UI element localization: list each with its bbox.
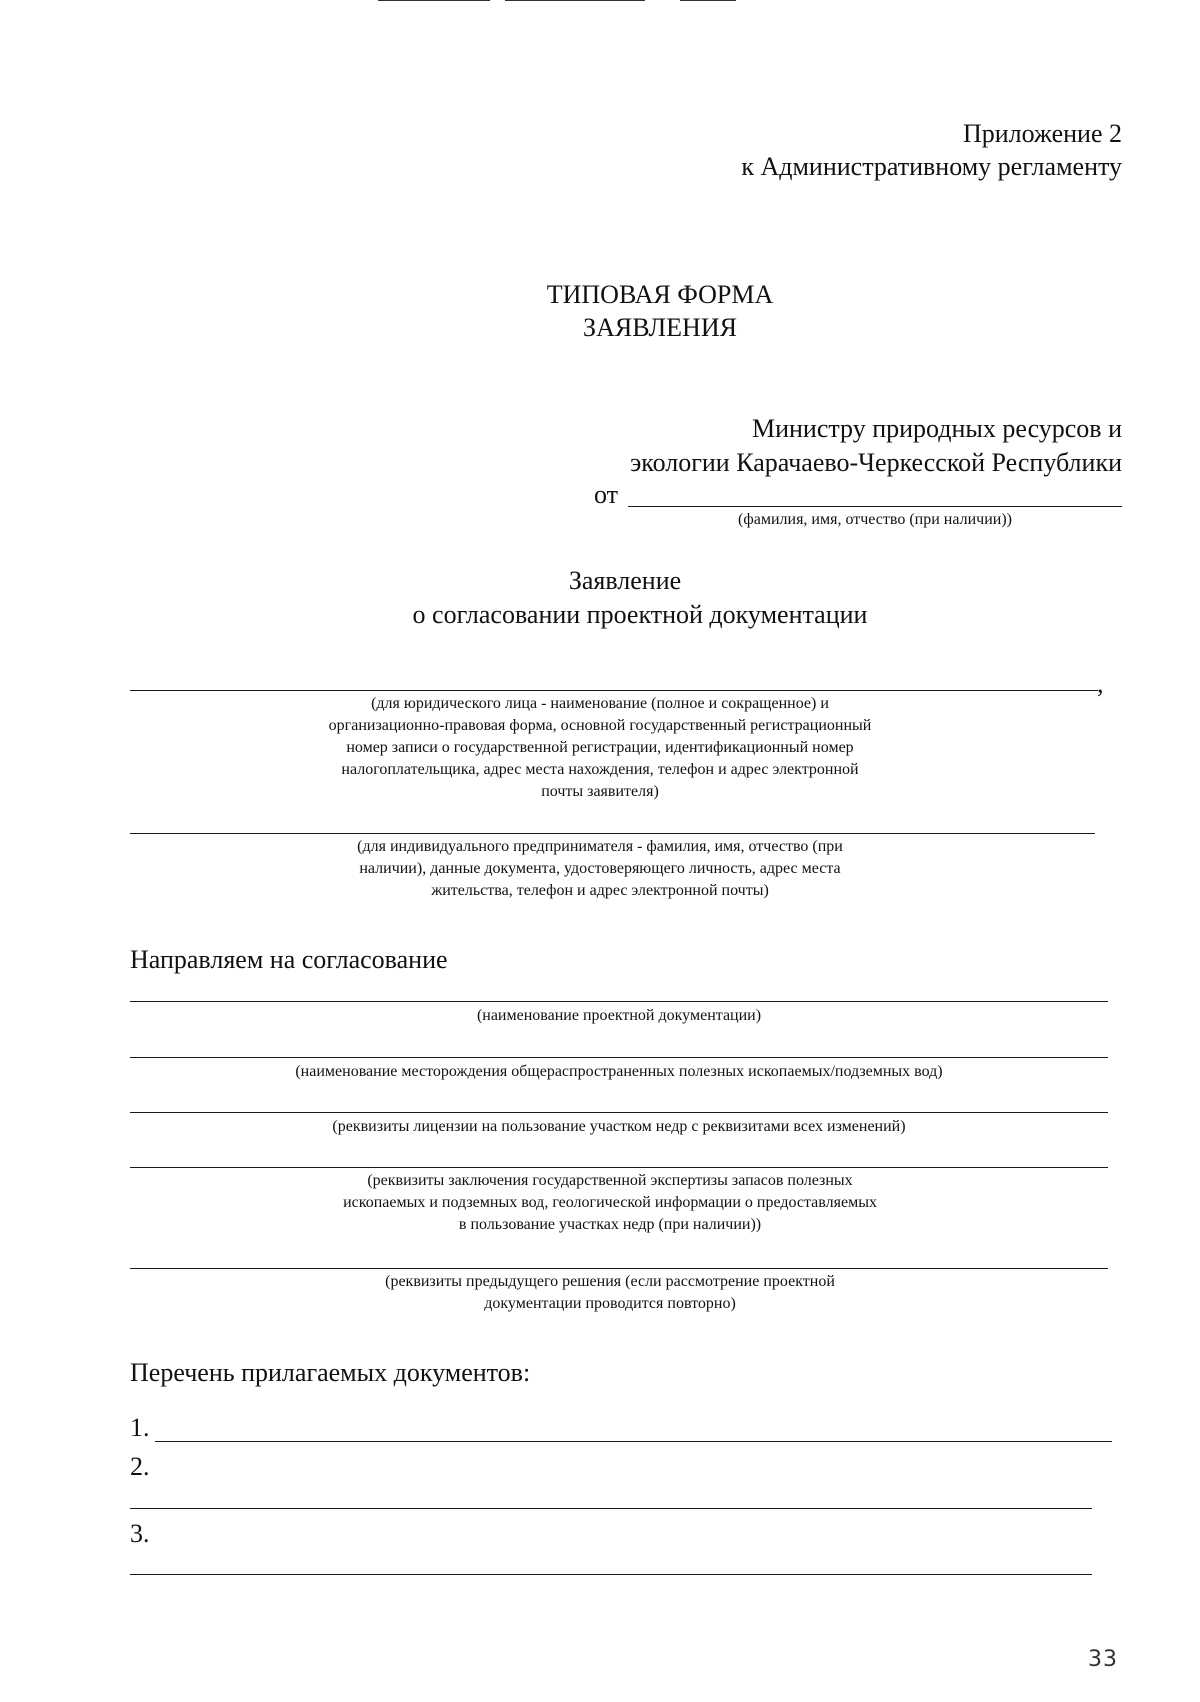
- legal-entity-field[interactable]: [130, 690, 1098, 691]
- license-details-field[interactable]: [130, 1112, 1108, 1113]
- attachment-field-3[interactable]: [130, 1574, 1092, 1575]
- expertise-conclusion-caption: [240, 1170, 980, 1236]
- addressee-line1: Министру природных ресурсов и: [751, 414, 1122, 443]
- scan-edge-line: [680, 0, 736, 1]
- caption-line: номер записи о государственной регистрации, идентификационный номер: [346, 739, 854, 756]
- submission-heading: Направляем на согласование: [130, 945, 448, 974]
- attachments-heading: Перечень прилагаемых документов:: [130, 1358, 531, 1387]
- caption-line: документации проводится повторно): [484, 1295, 736, 1312]
- comma-mark: ,: [1097, 669, 1104, 698]
- caption-line: (реквизиты заключения государственной экспертизы запасов полезных: [367, 1172, 853, 1189]
- entrepreneur-field[interactable]: [130, 833, 1095, 834]
- form-title-line2: ЗАЯВЛЕНИЯ: [583, 313, 737, 342]
- caption-line: (для юридического лица - наименование (полное и сокращенное) и: [371, 695, 829, 712]
- deposit-name-caption: (наименование месторождения общераспространенных полезных ископаемых/подземных вод): [295, 1063, 943, 1080]
- legal-entity-caption: [240, 693, 960, 803]
- page-number: 33: [1088, 1647, 1118, 1672]
- form-title-line1: ТИПОВАЯ ФОРМА: [546, 280, 774, 309]
- license-details-caption: (реквизиты лицензии на пользование участком недр с реквизитами всех изменений): [332, 1118, 906, 1135]
- caption-line: (для индивидуального предпринимателя - фамилия, имя, отчество (при: [357, 838, 843, 855]
- deposit-name-field[interactable]: [130, 1057, 1108, 1058]
- from-label: от: [594, 480, 619, 509]
- attachment-number-2: 2.: [130, 1452, 150, 1481]
- previous-decision-field[interactable]: [130, 1268, 1108, 1269]
- attachment-field-1[interactable]: [155, 1441, 1112, 1442]
- application-title: Заявление: [568, 566, 682, 595]
- attachment-number-1: 1.: [130, 1413, 150, 1442]
- project-doc-name-field[interactable]: [130, 1001, 1108, 1002]
- attachment-field-2[interactable]: [130, 1508, 1092, 1509]
- caption-line: (реквизиты предыдущего решения (если рассмотрение проектной: [385, 1273, 835, 1290]
- caption-line: ископаемых и подземных вод, геологической информации о предоставляемых: [343, 1194, 877, 1211]
- scan-edge-line: [378, 0, 490, 1]
- applicant-name-field[interactable]: [628, 506, 1122, 507]
- caption-line: организационно-правовая форма, основной государственный регистрационный: [328, 717, 872, 734]
- caption-line: налогоплательщика, адрес места нахождения, телефон и адрес электронной: [341, 761, 859, 778]
- caption-line: почты заявителя): [541, 783, 659, 800]
- appendix-number: Приложение 2: [962, 119, 1122, 148]
- caption-line: наличии), данные документа, удостоверяющего личность, адрес места: [359, 860, 841, 877]
- previous-decision-caption: [240, 1271, 980, 1315]
- caption-line: жительства, телефон и адрес электронной почты): [431, 882, 769, 899]
- caption-line: в пользование участках недр (при наличии)): [458, 1216, 762, 1233]
- project-doc-name-caption: (наименование проектной документации): [476, 1007, 762, 1024]
- expertise-conclusion-field[interactable]: [130, 1167, 1108, 1168]
- addressee-line2: экологии Карачаево-Черкесской Республики: [630, 448, 1122, 477]
- application-subject: о согласовании проектной документации: [412, 600, 868, 629]
- applicant-name-caption: (фамилия, имя, отчество (при наличии)): [738, 511, 1012, 528]
- scan-edge-line: [505, 0, 645, 1]
- attachment-number-3: 3.: [130, 1519, 150, 1548]
- appendix-reference: к Административному регламенту: [741, 152, 1122, 181]
- entrepreneur-caption: [240, 836, 960, 902]
